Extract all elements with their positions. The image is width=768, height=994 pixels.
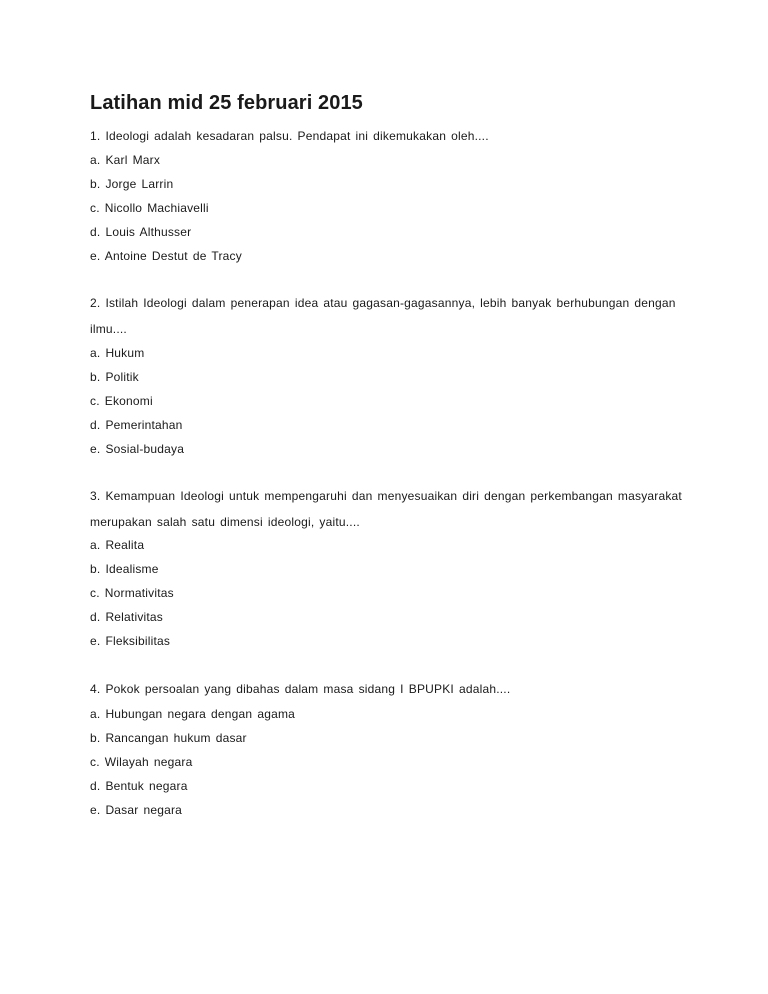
question-3-text-line-2: merupakan salah satu dimensi ideologi, yaitu.... [90, 515, 360, 529]
question-1-option-a: a. Karl Marx [90, 153, 161, 167]
question-1-option-d: d. Louis Althusser [90, 225, 192, 239]
question-2-text-line-1: 2. Istilah Ideologi dalam penerapan idea atau gagasan-gagasannya, lebih banyak berhubungan dengan [90, 296, 676, 310]
question-2-option-e: e. Sosial-budaya [90, 442, 185, 456]
question-2-option-b: b. Politik [90, 370, 139, 384]
question-1-option-e: e. Antoine Destut de Tracy [90, 249, 242, 263]
question-4-option-c: c. Wilayah negara [90, 755, 193, 769]
question-2-text-line-2: ilmu.... [90, 322, 127, 336]
question-3-option-a: a. Realita [90, 538, 145, 552]
question-4-option-a: a. Hubungan negara dengan agama [90, 707, 296, 721]
question-3-option-d: d. Relativitas [90, 610, 163, 624]
question-4-option-b: b. Rancangan hukum dasar [90, 731, 247, 745]
question-4-option-d: d. Bentuk negara [90, 779, 188, 793]
question-3-option-b: b. Idealisme [90, 562, 159, 576]
question-2-option-c: c. Ekonomi [90, 394, 153, 408]
question-3-text-line-1: 3. Kemampuan Ideologi untuk mempengaruhi dan menyesuaikan diri dengan perkembangan masyarakat [90, 489, 682, 503]
question-2-option-d: d. Pemerintahan [90, 418, 183, 432]
question-1-option-c: c. Nicollo Machiavelli [90, 201, 209, 215]
page-title: Latihan mid 25 februari 2015 [90, 92, 363, 114]
question-2-option-a: a. Hukum [90, 346, 145, 360]
question-1-option-b: b. Jorge Larrin [90, 177, 174, 191]
question-1-text: 1. Ideologi adalah kesadaran palsu. Pendapat ini dikemukakan oleh.... [90, 129, 489, 143]
question-4-text: 4. Pokok persoalan yang dibahas dalam masa sidang I BPUPKI adalah.... [90, 682, 511, 696]
question-3-option-c: c. Normativitas [90, 586, 174, 600]
question-3-option-e: e. Fleksibilitas [90, 634, 171, 648]
question-4-option-e: e. Dasar negara [90, 803, 183, 817]
